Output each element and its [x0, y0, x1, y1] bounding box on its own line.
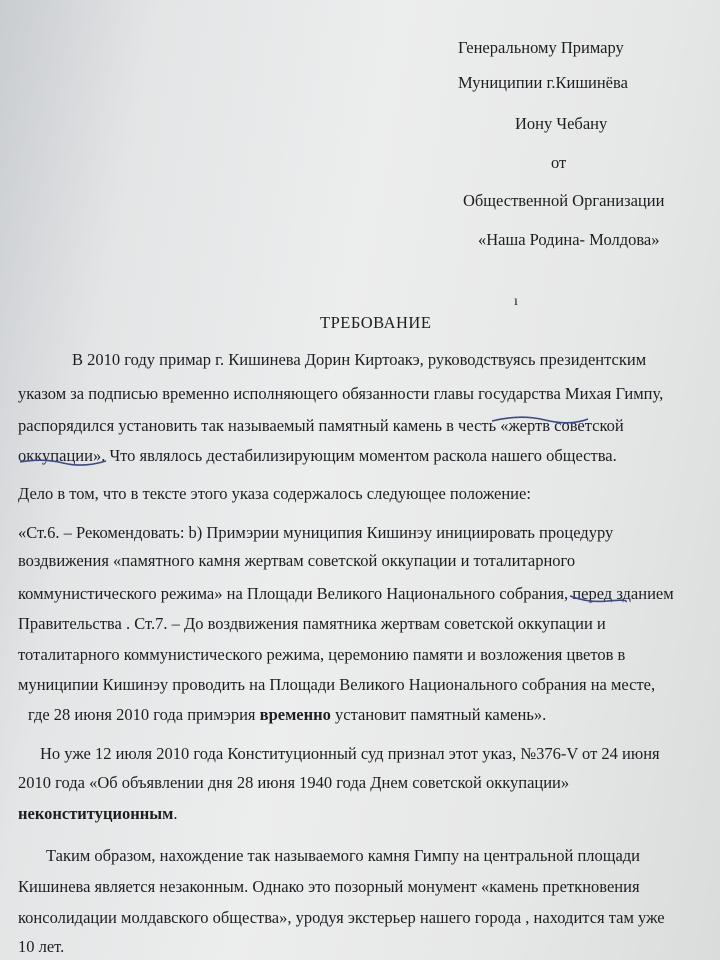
- pen-underline-2: [18, 455, 108, 467]
- para3-line-2: воздвижения «памятного камня жертвам советской оккупации и тоталитарного: [18, 551, 576, 570]
- para1-line-2: указом за подписью временно исполняющего обязанности главы государства Михая Гимпу,: [18, 384, 664, 403]
- para3-last-before: где 28 июня 2010 года примэрия: [28, 705, 260, 724]
- para5-line-2: Кишинева является незаконным. Однако это позорный монумент «камень преткновения: [18, 877, 640, 896]
- addressee-line-3: Иону Чебану: [515, 114, 608, 133]
- para4-end: .: [173, 804, 178, 823]
- para3-line-3: коммунистического режима» на Площади Великого Национального собрания, перед зданием: [18, 584, 674, 603]
- pen-underline-1: [490, 412, 590, 426]
- para3-last-after: установит памятный камень».: [330, 705, 547, 724]
- para5-line-4: 10 лет.: [18, 937, 65, 956]
- pen-tick-mark: [568, 593, 628, 605]
- para5-line-3: консолидации молдавского общества», уродуя экстерьер нашего города , находится там уже: [18, 908, 665, 927]
- para4-bold: неконституционным: [18, 804, 174, 823]
- para3-line-5: тоталитарного коммунистического режима, церемонию памяти и возложения цветов в: [18, 645, 626, 664]
- para4-line-3: [18, 804, 177, 824]
- para3-last-bold: временно: [259, 705, 331, 724]
- para4-line-1: Но уже 12 июля 2010 года Конституционный суд признал этот указ, №376-V от 24 июня: [40, 744, 660, 763]
- addressee-line-2: Муниципии г.Кишинёва: [458, 73, 628, 92]
- para1-line-3: распорядился установить так называемый памятный камень в честь «жертв советской: [18, 416, 624, 435]
- para3-line-4: Правительства . Ст.7. – До воздвижения памятника жертвам советской оккупации и: [18, 614, 606, 633]
- para4-line-2: 2010 года «Об объявлении дня 28 июня 1940 года Днем советской оккупации»: [18, 773, 570, 792]
- para1-line-1: В 2010 году примар г. Кишинева Дорин Киртоакэ, руководствуясь президентским: [72, 350, 647, 369]
- para3-line-1: «Ст.6. – Рекомендовать: b) Примэрии муниципия Кишинэу инициировать процедуру: [18, 523, 614, 542]
- document-title: ТРЕБОВАНИЕ: [320, 313, 432, 332]
- para3-line-7: [28, 705, 546, 725]
- stray-mark: ı: [514, 294, 518, 309]
- para5-line-1: Таким образом, нахождение так называемого камня Гимпу на центральной площади: [46, 846, 641, 865]
- para1-line-4: оккупации». Что являлось дестабилизирующим моментом раскола нашего общества.: [18, 446, 617, 465]
- para3-line-6: муниципии Кишинэу проводить на Площади Великого Национального собрания на месте,: [18, 675, 656, 694]
- addressee-line-6: «Наша Родина- Молдова»: [478, 230, 660, 249]
- addressee-line-1: Генеральному Примару: [458, 38, 624, 57]
- addressee-line-5: Общественной Организации: [463, 191, 665, 210]
- para2: Дело в том, что в тексте этого указа содержалось следующее положение:: [18, 484, 531, 503]
- addressee-line-4: от: [551, 153, 567, 172]
